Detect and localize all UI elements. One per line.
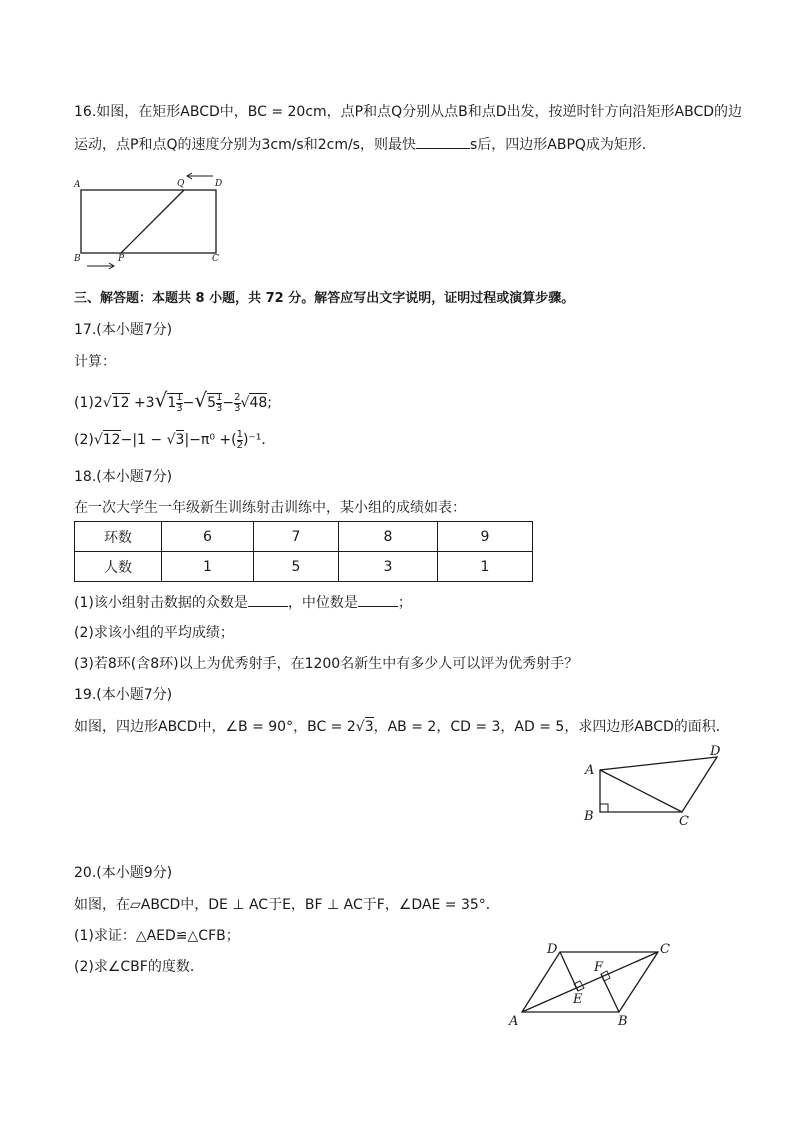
sqrt-symbol: √ — [154, 388, 168, 412]
q19-sqrt3: 3 — [364, 719, 374, 735]
segment-de — [560, 952, 578, 991]
sqrt-symbol: √ — [355, 719, 365, 735]
label-c: C — [679, 814, 689, 829]
segment-pq — [121, 190, 184, 253]
table-cell: 6 — [162, 522, 254, 552]
q19-quadrilateral-figure — [578, 740, 728, 830]
label-a: A — [74, 180, 81, 190]
label-b: B — [74, 254, 81, 264]
q17-part1 — [74, 388, 272, 415]
q17-p1-mixed2: 5 $\frac{1}{3}$ — [207, 391, 223, 414]
q17-p2-end: )⁻¹． — [242, 432, 276, 448]
q17-p2-sqrt3: 3 — [175, 432, 185, 448]
label-b: B — [618, 1014, 628, 1029]
fraction-2-3: $\frac{2}{3}$ — [234, 391, 241, 414]
label-d: D — [710, 744, 721, 759]
table-row — [75, 552, 533, 582]
q17-p2-prefix: (2) — [74, 432, 94, 448]
q17-intro: 计算： — [74, 354, 116, 370]
label-d: D — [215, 179, 223, 189]
sqrt-symbol: √ — [240, 395, 250, 411]
q19-text-a: 如图，四边形ABCD中，∠B = 90°，BC = 2 — [74, 719, 356, 735]
q20-part1: (1)求证：△AED≌△CFB； — [74, 928, 240, 944]
table-cell: 环数 — [75, 522, 162, 552]
q17-p1-mixed1: 1 $\frac{1}{3}$ — [167, 391, 183, 414]
q17-p1-plus3: +3 — [129, 395, 155, 411]
q17-p1-sqrt12: 12 — [111, 395, 130, 411]
q19-header: 19.(本小题7分) — [74, 687, 173, 703]
q16-line2-a: 运动，点P和点Q的速度分别为3cm/s和2cm/s，则最快 — [74, 137, 416, 153]
table-cell: 1 — [438, 552, 533, 582]
q18-p1-a: (1)该小组射击数据的众数是 — [74, 595, 248, 611]
q17-p1-minus: − — [182, 395, 195, 411]
diagonal-ac — [600, 770, 682, 812]
label-a: A — [509, 1014, 519, 1029]
label-c: C — [660, 942, 670, 957]
table-cell: 9 — [438, 522, 533, 552]
q17-p2-tail: |−π⁰ +( — [184, 432, 237, 448]
table-cell: 5 — [254, 552, 339, 582]
label-q: Q — [177, 179, 185, 189]
label-d: D — [547, 942, 558, 957]
label-f: F — [594, 960, 604, 975]
quadrilateral-abcd — [600, 757, 717, 812]
label-a: A — [585, 763, 595, 778]
q18-intro: 在一次大学生一年级新生训练射击训练中，某小组的成绩如表： — [74, 500, 466, 516]
table-cell: 8 — [339, 522, 438, 552]
q18-mode-blank — [248, 592, 288, 607]
q16-answer-blank — [416, 134, 470, 149]
sqrt-symbol: √ — [194, 388, 208, 412]
q17-p2-sqrt12: 12 — [102, 432, 121, 448]
label-c: C — [212, 254, 219, 264]
fraction-1-3b: $\frac{1}{3}$ — [216, 391, 223, 414]
q18-part3: (3)若8环(含8环)以上为优秀射手，在1200名新生中有多少人可以评为优秀射手？ — [74, 656, 579, 672]
sqrt-symbol: √ — [93, 432, 103, 448]
fraction-1-2: $\frac{1}{2}$ — [236, 428, 243, 451]
q18-part1 — [74, 592, 412, 613]
q17-p1-prefix: (1)2 — [74, 395, 103, 411]
q16-line2 — [74, 134, 656, 155]
table-cell: 3 — [339, 552, 438, 582]
q18-header: 18.(本小题7分) — [74, 469, 173, 485]
label-p: P — [118, 254, 125, 264]
right-angle-mark-e — [574, 981, 584, 991]
q17-p1-sqrt48: 48 — [249, 395, 268, 411]
q20-parallelogram-figure — [502, 936, 682, 1030]
q16-line1: 16.如图，在矩形ABCD中，BC = 20cm，点P和点Q分别从点B和点D出发，按逆时针方向沿矩形ABCD的边 — [74, 104, 743, 120]
rectangle-abcd — [81, 190, 216, 253]
q17-header: 17.(本小题7分) — [74, 322, 173, 338]
q19-text — [74, 717, 730, 737]
right-angle-mark — [600, 804, 608, 812]
sqrt-symbol: √ — [102, 395, 112, 411]
q18-median-blank — [358, 592, 398, 607]
q17-p2-mid: −|1 − — [120, 432, 167, 448]
table-row — [75, 522, 533, 552]
q18-p1-c: ； — [397, 595, 412, 611]
q20-header: 20.(本小题9分) — [74, 865, 173, 881]
q16-rectangle-figure — [70, 168, 230, 272]
diagonal-ac — [522, 952, 658, 1012]
label-b: B — [584, 809, 594, 824]
table-cell: 人数 — [75, 552, 162, 582]
fraction-1-3: $\frac{1}{3}$ — [176, 391, 183, 414]
q16-line2-b: s后，四边形ABPQ成为矩形． — [469, 137, 656, 153]
table-cell: 7 — [254, 522, 339, 552]
q20-text: 如图，在▱ABCD中，DE ⊥ AC于E，BF ⊥ AC于F，∠DAE = 35°． — [74, 897, 500, 913]
q17-p1-end: ; — [267, 395, 272, 411]
sqrt-symbol: √ — [166, 432, 176, 448]
q18-p1-b: ，中位数是 — [287, 595, 358, 611]
table-cell: 1 — [162, 552, 254, 582]
section-3-heading: 三、解答题：本题共 8 小题，共 72 分。解答应写出文字说明，证明过程或演算步骤。 — [74, 291, 575, 306]
q17-p1-minus2: − — [222, 395, 235, 411]
q18-score-table — [74, 521, 533, 582]
q20-part2: (2)求∠CBF的度数． — [74, 959, 204, 975]
q17-part2 — [74, 428, 275, 452]
q19-text-b: ，AB = 2，CD = 3，AD = 5，求四边形ABCD的面积． — [373, 719, 730, 735]
q18-part2: (2)求该小组的平均成绩； — [74, 625, 234, 641]
label-e: E — [573, 992, 583, 1007]
